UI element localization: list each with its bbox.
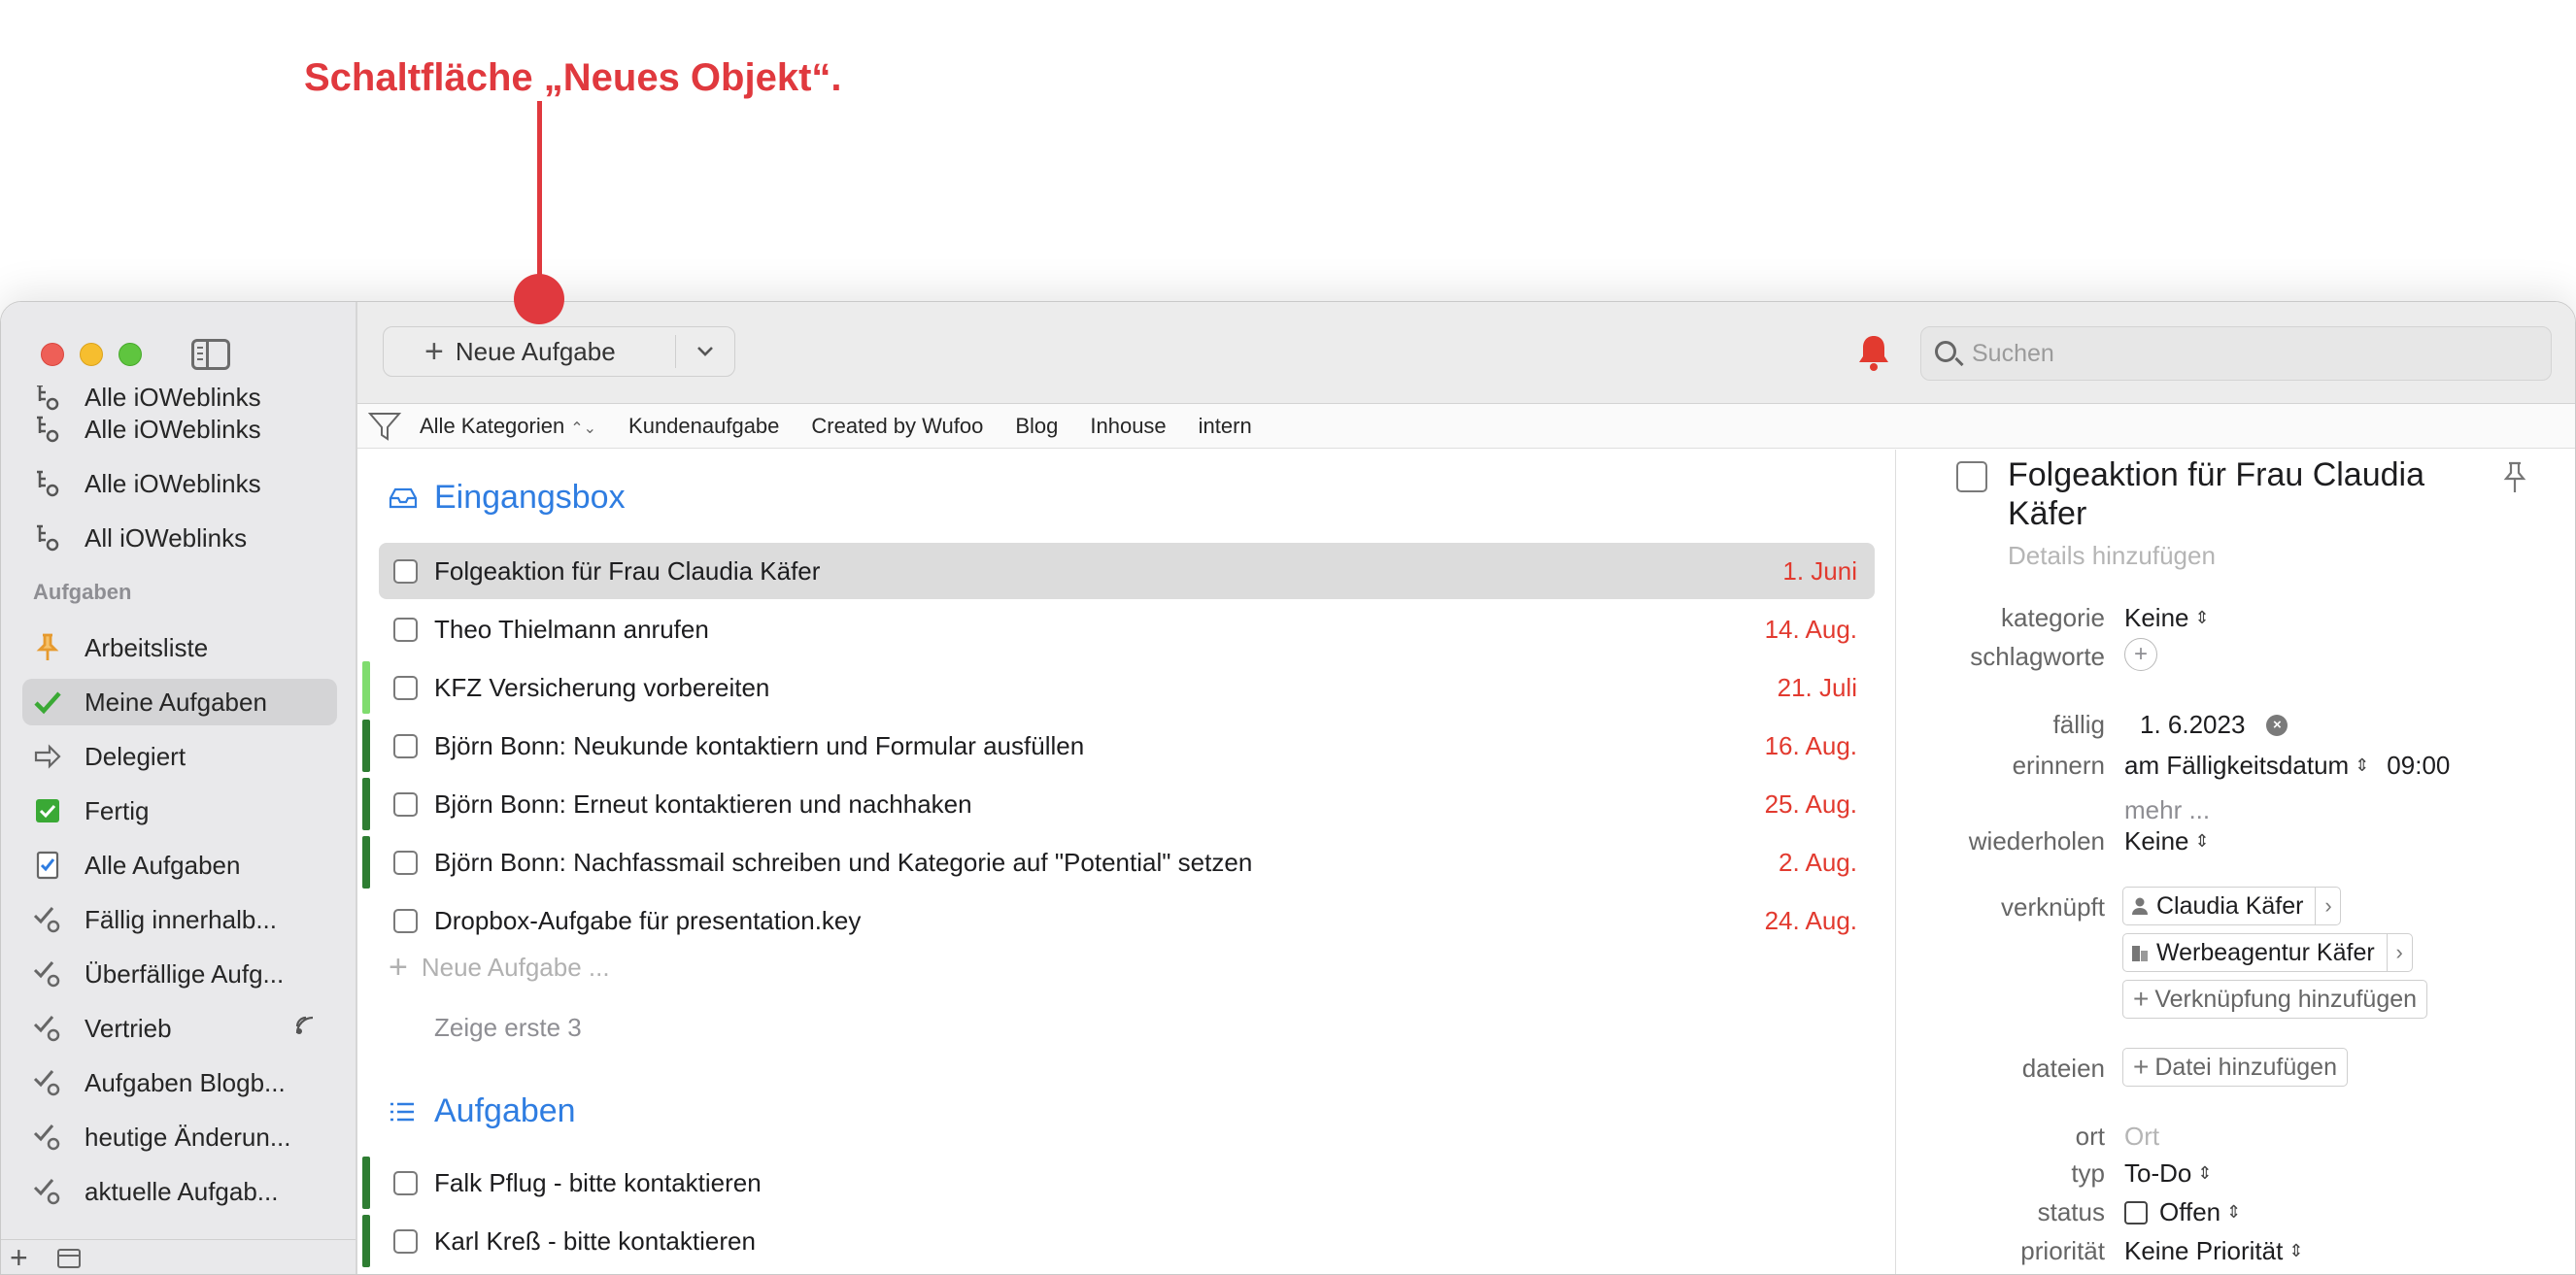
faellig-label: fällig xyxy=(2052,710,2105,739)
calendar-icon[interactable] xyxy=(57,1249,81,1268)
filter-bar xyxy=(357,404,2575,449)
sidebar-item-link-1[interactable] xyxy=(22,406,337,453)
smart-list-icon xyxy=(22,959,73,989)
location-field[interactable]: Ort xyxy=(2124,1122,2160,1151)
ort-label: ort xyxy=(2075,1122,2105,1151)
bell-icon[interactable] xyxy=(1857,333,1890,372)
wiederholen-label: wiederholen xyxy=(1968,826,2105,856)
sidebar-item-label: Arbeitsliste xyxy=(85,632,209,662)
sidebar-item-label: heutige Änderun... xyxy=(85,1122,291,1152)
plus-icon: + xyxy=(389,949,408,986)
type-select[interactable]: To-Do ⇕ xyxy=(2124,1158,2213,1188)
shared-icon xyxy=(294,1015,316,1042)
updown-icon: ⌃⌄ xyxy=(570,419,597,437)
close-window-button[interactable] xyxy=(41,343,64,366)
sidebar-item-label: Fällig innerhalb... xyxy=(85,904,277,934)
chevron-right-icon[interactable]: › xyxy=(2315,888,2340,924)
reminder-time[interactable]: 09:00 xyxy=(2387,751,2451,780)
task-due-date: 1. Juni xyxy=(1782,555,1857,586)
updown-icon: ⇕ xyxy=(2197,1163,2213,1183)
show-first-link[interactable]: Zeige erste 3 xyxy=(434,1013,582,1042)
toolbar xyxy=(357,302,2575,404)
sidebar-item-heutige[interactable] xyxy=(22,1114,337,1160)
sidebar-toggle-icon[interactable] xyxy=(191,339,230,370)
new-object-button-group xyxy=(383,326,735,377)
search-placeholder: Suchen xyxy=(1972,339,2054,367)
task-checkbox[interactable] xyxy=(393,1171,418,1195)
task-row[interactable] xyxy=(379,892,1875,949)
erinnern-label: erinnern xyxy=(2012,751,2105,780)
task-list xyxy=(357,450,1896,1275)
sidebar-footer xyxy=(1,1239,356,1275)
linked-company-chip[interactable] xyxy=(2122,933,2413,972)
reminder-select[interactable]: am Fälligkeitsdatum ⇕ 09:00 xyxy=(2124,751,2451,780)
task-row[interactable] xyxy=(379,543,1875,599)
filter-kundenaufgabe[interactable]: Kundenaufgabe xyxy=(628,413,780,438)
annotation-marker xyxy=(514,274,564,324)
sidebar-item-meine-aufgaben[interactable] xyxy=(22,679,337,725)
pin-icon[interactable] xyxy=(2503,461,2526,494)
sidebar-item-label: Vertrieb xyxy=(85,1013,172,1043)
filter-inhouse[interactable]: Inhouse xyxy=(1090,413,1167,438)
updown-icon: ⇕ xyxy=(2194,608,2210,627)
schlagworte-label: schlagworte xyxy=(1970,642,2105,671)
task-due-date: 16. Aug. xyxy=(1764,730,1857,760)
task-details-panel xyxy=(1895,450,2575,1275)
filter-intern[interactable]: intern xyxy=(1198,413,1252,438)
smart-list-icon xyxy=(22,1068,73,1097)
sidebar-item-label: Alle iOWeblinks xyxy=(85,414,261,444)
smart-list-icon xyxy=(22,1177,73,1206)
checkbox-checked-icon xyxy=(22,797,73,824)
sidebar-item-fertig[interactable] xyxy=(22,788,337,834)
updown-icon: ⇕ xyxy=(2226,1202,2242,1222)
group-inbox-header[interactable] xyxy=(389,479,626,517)
sidebar-item-arbeitsliste[interactable] xyxy=(22,624,337,671)
due-date-field[interactable]: 1. 6.2023 × xyxy=(2124,710,2288,740)
list-icon xyxy=(389,1100,420,1124)
task-checkbox[interactable] xyxy=(393,1229,418,1254)
annotation-label: Schaltfläche „Neues Objekt“. xyxy=(304,56,842,99)
new-object-dropdown-button[interactable] xyxy=(675,327,735,376)
filter-blog[interactable]: Blog xyxy=(1015,413,1059,438)
updown-icon: ⇕ xyxy=(2288,1241,2304,1260)
group-tasks-title: Aufgaben xyxy=(434,1092,576,1129)
annotation-line xyxy=(537,101,542,291)
link-list-icon xyxy=(22,469,73,498)
sidebar-item-label: Meine Aufgaben xyxy=(85,687,267,717)
add-tag-button[interactable] xyxy=(2124,638,2157,671)
group-inbox-title: Eingangsbox xyxy=(434,479,626,516)
inbox-icon xyxy=(389,487,420,510)
task-details-title[interactable]: Folgeaktion für Frau Claudia Käfer xyxy=(2008,456,2425,532)
sidebar-item-label: Delegiert xyxy=(85,741,186,771)
person-icon xyxy=(2123,896,2156,916)
category-color-bar xyxy=(362,720,370,772)
category-color-bar xyxy=(362,661,370,714)
sidebar-item-aktuelle[interactable] xyxy=(22,1168,337,1209)
task-checkbox[interactable] xyxy=(393,851,418,875)
new-task-inline-input[interactable] xyxy=(389,949,610,987)
link-list-icon xyxy=(22,415,73,444)
arrow-right-icon xyxy=(22,744,73,769)
task-title: Karl Kreß - bitte kontaktieren xyxy=(434,1225,756,1256)
task-checkbox[interactable] xyxy=(393,559,418,584)
category-color-bar xyxy=(362,1157,370,1209)
checklist-icon xyxy=(22,851,73,880)
linked-contact-chip[interactable] xyxy=(2122,887,2341,925)
chevron-right-icon[interactable]: › xyxy=(2387,934,2412,971)
updown-icon: ⇕ xyxy=(2194,831,2210,851)
new-task-placeholder: Neue Aufgabe ... xyxy=(421,953,610,982)
prioritaet-label: priorität xyxy=(2020,1236,2105,1265)
task-title: Björn Bonn: Erneut kontaktieren und nachhaken xyxy=(434,788,972,819)
sidebar-item-alle-aufgaben[interactable] xyxy=(22,842,337,889)
status-label: status xyxy=(2037,1197,2105,1226)
task-row[interactable] xyxy=(379,601,1875,657)
task-title: Falk Pflug - bitte kontaktieren xyxy=(434,1167,762,1197)
app-window xyxy=(0,301,2576,1275)
more-link[interactable]: mehr ... xyxy=(2124,795,2211,824)
task-due-date: 24. Aug. xyxy=(1764,905,1857,935)
filter-all-categories[interactable]: Alle Kategorien ⌃⌄ xyxy=(420,413,597,438)
sidebar-item-label: Alle iOWeblinks xyxy=(85,386,261,412)
sidebar xyxy=(1,302,357,1275)
sidebar-item-label: Aufgaben Blogb... xyxy=(85,1067,286,1097)
filter-created-by-wufoo[interactable]: Created by Wufoo xyxy=(811,413,984,438)
sidebar-section-title: Aufgaben xyxy=(33,580,132,604)
task-title: Björn Bonn: Neukunde kontaktiern und Formular ausfüllen xyxy=(434,730,1085,760)
dateien-label: dateien xyxy=(2021,1054,2105,1083)
task-row[interactable] xyxy=(379,776,1875,832)
task-title: Folgeaktion für Frau Claudia Käfer xyxy=(434,555,821,586)
task-complete-checkbox[interactable] xyxy=(1956,461,1987,492)
new-task-label: Neue Aufgabe xyxy=(455,336,616,366)
task-due-date: 21. Juli xyxy=(1777,672,1857,702)
task-row[interactable] xyxy=(379,1155,1875,1211)
task-checkbox[interactable] xyxy=(393,792,418,817)
sidebar-item-faellig[interactable] xyxy=(22,896,337,943)
linked-contact-name: Claudia Käfer xyxy=(2156,891,2304,920)
sidebar-list xyxy=(1,386,356,1209)
plus-icon: + xyxy=(2133,1052,2150,1082)
sidebar-item-label: Alle iOWeblinks xyxy=(85,468,261,498)
minimize-window-button[interactable] xyxy=(80,343,103,366)
task-row[interactable] xyxy=(379,1213,1875,1269)
sidebar-item-ueberfaellig[interactable] xyxy=(22,951,337,997)
search-icon xyxy=(1935,341,1956,362)
sidebar-item-link-3[interactable] xyxy=(22,515,337,561)
task-due-date: 14. Aug. xyxy=(1764,614,1857,644)
kategorie-select[interactable]: Keine ⇕ xyxy=(2124,603,2210,632)
smart-list-icon xyxy=(22,1123,73,1152)
plus-icon: + xyxy=(2124,638,2157,671)
task-row[interactable] xyxy=(379,834,1875,890)
typ-label: typ xyxy=(2071,1158,2105,1188)
sidebar-item-label: All iOWeblinks xyxy=(85,522,248,553)
sidebar-item-label: Fertig xyxy=(85,795,150,825)
task-checkbox[interactable] xyxy=(393,734,418,758)
updown-icon: ⇕ xyxy=(2355,755,2370,775)
company-icon xyxy=(2123,943,2156,962)
category-color-bar xyxy=(362,836,370,889)
task-title: Theo Thielmann anrufen xyxy=(434,614,709,644)
status-select[interactable]: Offen ⇕ xyxy=(2124,1197,2241,1227)
add-list-button[interactable]: + xyxy=(10,1240,28,1275)
task-row[interactable] xyxy=(379,718,1875,774)
group-tasks-header[interactable] xyxy=(389,1092,576,1130)
task-checkbox[interactable] xyxy=(393,618,418,642)
task-title: KFZ Versicherung vorbereiten xyxy=(434,672,770,702)
task-due-date: 25. Aug. xyxy=(1764,788,1857,819)
plus-icon: + xyxy=(2133,984,2150,1014)
category-color-bar xyxy=(362,1215,370,1267)
linked-company-name: Werbeagentur Käfer xyxy=(2156,938,2375,966)
search-field[interactable] xyxy=(1920,326,2552,381)
sidebar-item-label: Überfällige Aufg... xyxy=(85,958,285,989)
link-list-icon xyxy=(22,523,73,553)
sidebar-item-vertrieb[interactable] xyxy=(22,1005,337,1052)
zoom-window-button[interactable] xyxy=(119,343,142,366)
chevron-down-icon xyxy=(696,346,714,357)
add-file-button[interactable]: + Datei hinzufügen xyxy=(2122,1048,2348,1087)
checkmark-icon xyxy=(22,689,73,715)
sidebar-item-label: Alle Aufgaben xyxy=(85,850,241,880)
add-link-button[interactable]: + Verknüpfung hinzufügen xyxy=(2122,980,2427,1019)
task-due-date: 2. Aug. xyxy=(1779,847,1857,877)
task-checkbox[interactable] xyxy=(393,676,418,700)
status-checkbox[interactable] xyxy=(2124,1201,2148,1225)
sidebar-item-label: aktuelle Aufgab... xyxy=(85,1176,279,1206)
task-title: Björn Bonn: Nachfassmail schreiben und Kategorie auf "Potential" setzen xyxy=(434,847,1253,877)
add-details-field[interactable]: Details hinzufügen xyxy=(2008,541,2216,570)
task-title: Dropbox-Aufgabe für presentation.key xyxy=(434,905,862,935)
verknuepft-label: verknüpft xyxy=(2001,892,2105,922)
pin-icon xyxy=(22,633,73,662)
category-color-bar xyxy=(362,778,370,830)
plus-icon: + xyxy=(424,332,444,370)
repeat-select[interactable]: Keine ⇕ xyxy=(2124,826,2210,856)
sidebar-item-blog[interactable] xyxy=(22,1059,337,1106)
filter-icon[interactable] xyxy=(367,410,402,443)
kategorie-label: kategorie xyxy=(2001,603,2105,632)
task-checkbox[interactable] xyxy=(393,909,418,933)
sidebar-item-delegiert[interactable] xyxy=(22,733,337,780)
task-row[interactable] xyxy=(379,659,1875,716)
smart-list-icon xyxy=(22,905,73,934)
new-task-button[interactable] xyxy=(384,327,675,376)
sidebar-item-link-2[interactable] xyxy=(22,460,337,507)
priority-select[interactable]: Keine Priorität ⇕ xyxy=(2124,1236,2304,1265)
smart-list-icon xyxy=(22,1014,73,1043)
clear-date-icon[interactable]: × xyxy=(2266,715,2288,736)
